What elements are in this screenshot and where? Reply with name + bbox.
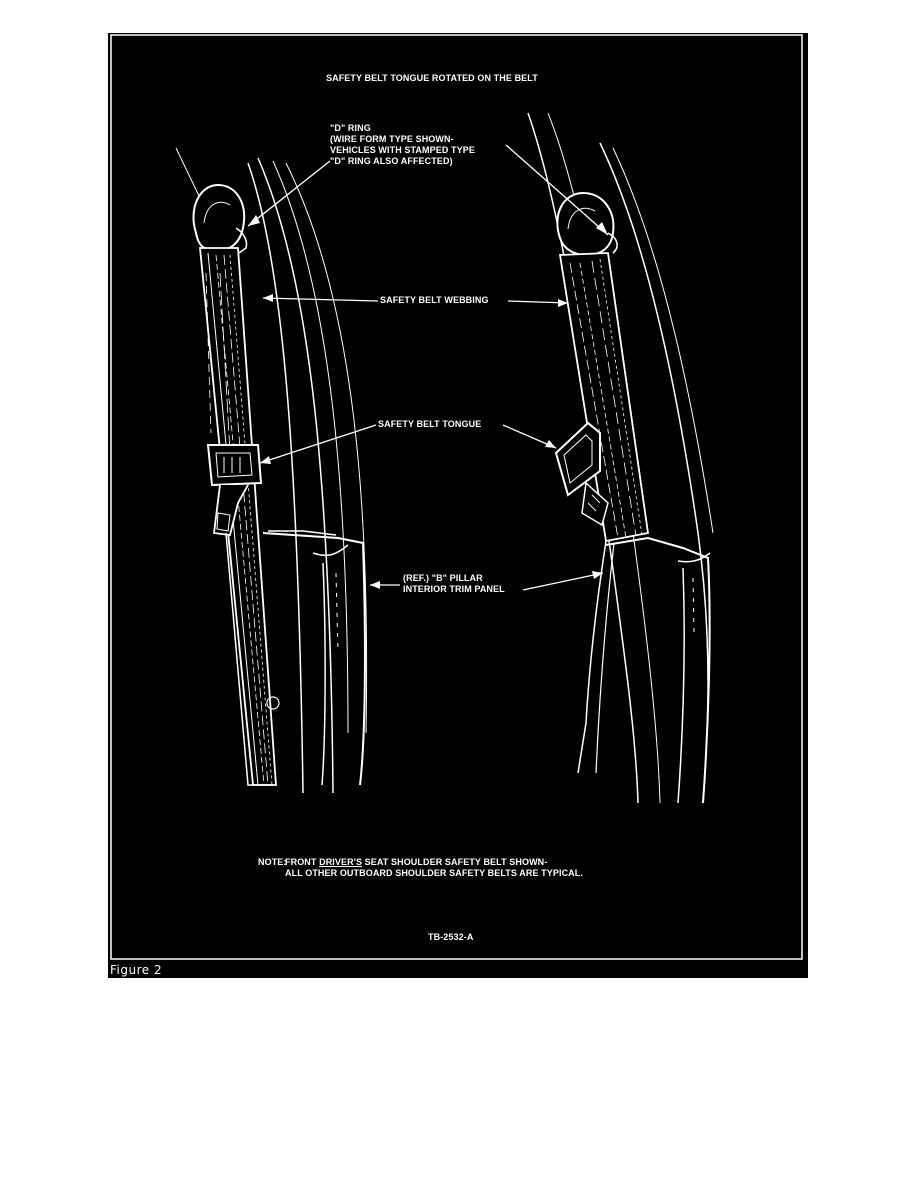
note-line-2: ALL OTHER OUTBOARD SHOULDER SAFETY BELTS ARE TYPICAL. [285,868,583,878]
note-prefix: NOTE: [258,857,287,867]
right-illustration [528,113,713,803]
left-trim-panel [263,533,365,785]
left-belt-webbing [200,248,276,785]
d-ring-label-3: VEHICLES WITH STAMPED TYPE [330,145,475,155]
d-ring-label-2: (WIRE FORM TYPE SHOWN- [330,134,454,144]
left-pillar-curve-4 [286,163,367,733]
figure-caption: Figure 2 [110,963,163,977]
right-belt-webbing [560,253,648,541]
left-d-ring [193,185,244,251]
d-ring-label-4: "D" RING ALSO AFFECTED) [330,156,453,166]
pillar-label-2: INTERIOR TRIM PANEL [403,584,505,594]
leader-webbing-left [263,298,378,301]
left-belt-tongue [208,445,261,485]
note-line-1-emphasis: DRIVER'S [319,857,363,867]
note-line-1 [285,857,547,868]
leader-pillar-right [523,573,603,590]
figure-panel [108,33,808,978]
figure-title: SAFETY BELT TONGUE ROTATED ON THE BELT [326,73,538,83]
tongue-label: SAFETY BELT TONGUE [378,419,482,429]
left-illustration [176,148,367,793]
leader-arrowheads [248,215,608,589]
figure-code: TB-2532-A [428,932,474,942]
pillar-label-1: (REF.) "B" PILLAR [403,573,483,583]
leader-d-ring-left [248,161,330,226]
right-d-ring [557,193,613,255]
right-belt-tongue [556,423,600,495]
webbing-label: SAFETY BELT WEBBING [380,295,489,305]
left-pillar-curve-5 [176,148,200,198]
d-ring-label-1: "D" RING [330,123,371,133]
leader-lines [248,145,608,590]
diagram-artwork [108,33,808,978]
leader-tongue-left [260,425,376,463]
note-line-1-pre: FRONT [285,857,320,867]
note-line-1-post: SEAT SHOULDER SAFETY BELT SHOWN- [362,857,548,867]
figure-frame [111,35,802,959]
